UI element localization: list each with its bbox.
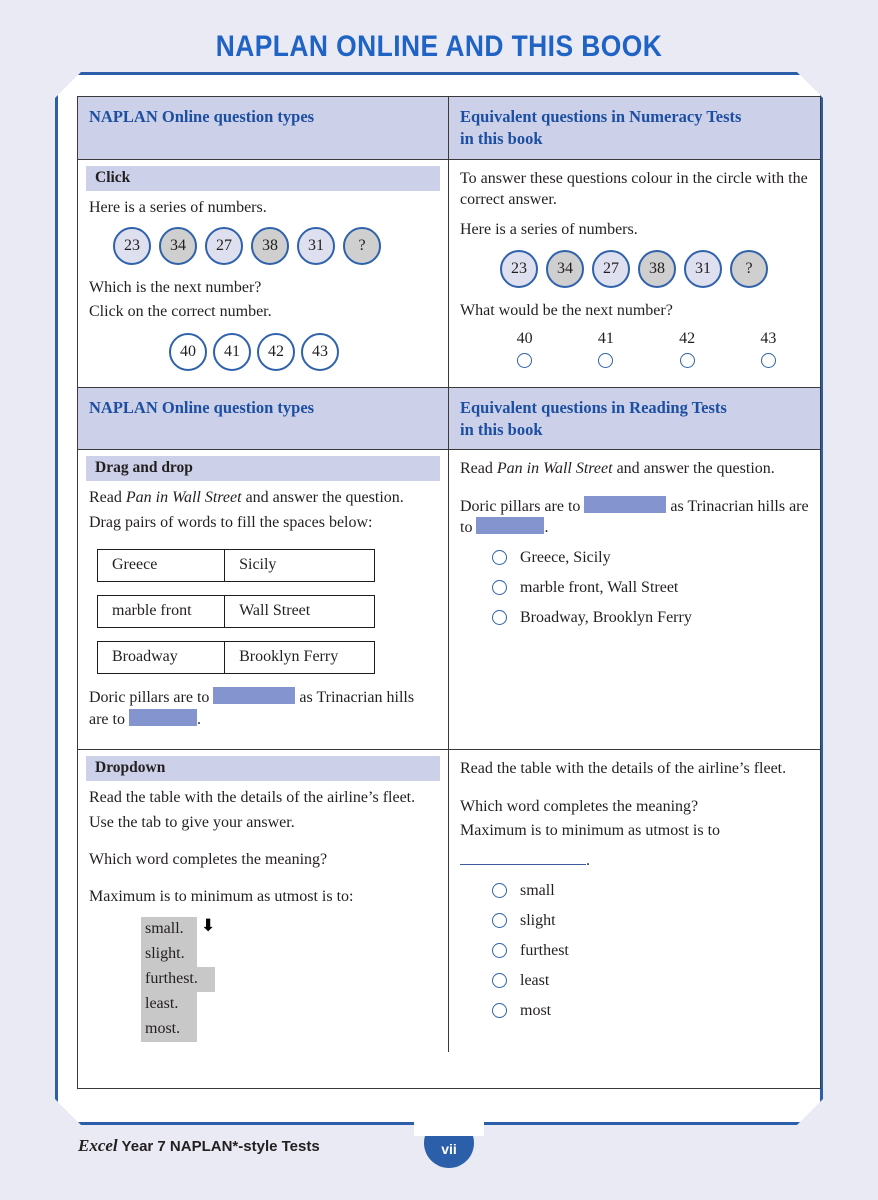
click-right-cell — [449, 160, 820, 387]
click-question-row — [78, 160, 820, 388]
word-pair-box[interactable] — [97, 641, 375, 674]
option-label: Broadway, Brooklyn Ferry — [520, 608, 692, 626]
option-label: most — [520, 1001, 552, 1019]
analogy-part2: as Trinacrian hills — [670, 497, 786, 515]
dragdrop-left-cell — [78, 450, 449, 749]
radio-circle-icon[interactable] — [492, 550, 507, 565]
dropdown-option[interactable] — [492, 972, 809, 990]
dragdrop-question-row — [78, 450, 820, 750]
sequence-bubble-unknown: ? — [730, 250, 768, 288]
page-number-label: vii — [441, 1141, 457, 1157]
click-question-text: Which is the next number? — [89, 278, 262, 296]
subheader-drag-and-drop: Drag and drop — [86, 456, 440, 481]
option-label: marble front, Wall Street — [520, 578, 679, 596]
header-cell-reading — [449, 388, 820, 450]
radio-circle-icon[interactable] — [492, 610, 507, 625]
numeracy-answer-options — [484, 330, 809, 373]
option-label: least — [520, 971, 550, 989]
dropdown-question-text: Which word completes the meaning? — [89, 851, 328, 868]
read-prefix: Read — [89, 489, 126, 507]
drop-target-blank-1[interactable] — [213, 687, 295, 704]
sequence-bubble-unknown[interactable]: ? — [343, 227, 381, 265]
click-left-cell — [78, 160, 449, 387]
numeracy-option-40[interactable] — [484, 330, 565, 373]
blank-fill-2 — [476, 517, 544, 534]
footer-book-title — [78, 1136, 320, 1156]
read-prefix: Read — [460, 460, 497, 478]
page-footer — [0, 1136, 878, 1176]
dropdown-answer-options — [492, 882, 809, 1020]
word-pair-box[interactable] — [97, 549, 375, 582]
numeracy-intro-text: Here is a series of numbers. — [460, 221, 638, 239]
story-title: Pan in Wall Street — [496, 460, 613, 478]
dropdown-read-instruction: Read the table with the details of the airline’s fleet. — [89, 789, 416, 807]
radio-circle-icon[interactable] — [492, 943, 507, 958]
numeracy-sequence-bubbles — [500, 250, 809, 288]
dragdrop-right-cell — [449, 450, 820, 749]
dropdown-tab-instruction: Use the tab to give your answer. — [89, 813, 295, 831]
click-instruction-text: Click on the correct number. — [89, 303, 272, 321]
header-label-online-types-2: NAPLAN Online question types — [89, 397, 315, 417]
subheader-dropdown: Dropdown — [86, 756, 440, 781]
answer-blank-line[interactable] — [460, 850, 586, 865]
sequence-bubble: 31 — [684, 250, 722, 288]
sequence-bubble[interactable]: 31 — [297, 227, 335, 265]
dropdown-option[interactable] — [492, 882, 809, 900]
numeracy-option-42[interactable] — [647, 330, 728, 373]
drop-target-blank-2[interactable] — [129, 709, 197, 726]
subheader-click: Click — [86, 166, 440, 191]
page-title: NAPLAN ONLINE AND THIS BOOK — [215, 30, 663, 63]
header-label-numeracy-line1: Equivalent questions in Numeracy Tests — [460, 107, 742, 126]
option-label: 40 — [516, 330, 533, 348]
page-number-mask — [414, 1110, 484, 1136]
dropdown-left-cell — [78, 750, 449, 1052]
radio-circle-icon[interactable] — [517, 353, 532, 368]
dropdown-right-analogy-text: Maximum is to minimum as utmost is to — [460, 822, 721, 839]
reading-analogy-sentence — [460, 496, 809, 539]
click-intro-text: Here is a series of numbers. — [89, 198, 267, 216]
dropdown-item-furthest[interactable] — [141, 967, 215, 992]
click-sequence-bubbles — [113, 227, 437, 265]
dropdown-option[interactable] — [492, 912, 809, 930]
numeracy-option-43[interactable] — [728, 330, 809, 373]
down-arrow-icon[interactable]: ⬇ — [201, 915, 216, 936]
dropdown-item-label: furthest. — [145, 969, 198, 987]
sequence-bubble: 34 — [546, 250, 584, 288]
header-label-reading-line2: in this book — [460, 419, 543, 439]
footer-brand: Excel — [78, 1136, 118, 1155]
reading-answer-options — [492, 549, 809, 627]
sequence-bubble[interactable]: 27 — [205, 227, 243, 265]
radio-circle-icon[interactable] — [492, 1003, 507, 1018]
radio-circle-icon[interactable] — [492, 973, 507, 988]
radio-circle-icon[interactable] — [598, 353, 613, 368]
option-label: 43 — [760, 330, 777, 348]
dropdown-item-label: most. — [145, 1019, 181, 1037]
radio-circle-icon[interactable] — [761, 353, 776, 368]
dropdown-item-label: small. — [145, 919, 184, 937]
answer-bubble-42[interactable]: 42 — [257, 333, 295, 371]
dropdown-item-least[interactable] — [141, 992, 197, 1017]
numeracy-header-row — [78, 97, 820, 160]
sequence-bubble: 27 — [592, 250, 630, 288]
dropdown-right-blank-line — [460, 850, 809, 871]
dropdown-analogy-text: Maximum is to minimum as utmost is to: — [89, 888, 354, 906]
dropdown-item-label: slight. — [145, 944, 185, 962]
header-label-online-types-1: NAPLAN Online question types — [89, 107, 315, 126]
analogy-part2: as Trinacrian hills — [299, 689, 415, 707]
option-label: slight — [520, 911, 556, 929]
dropdown-item-slight[interactable] — [141, 942, 197, 967]
dropdown-right-cell — [449, 750, 820, 1052]
option-label: 41 — [597, 330, 614, 348]
sequence-bubble[interactable]: 23 — [113, 227, 151, 265]
dragdrop-analogy-sentence — [89, 687, 437, 730]
reading-option[interactable] — [492, 549, 809, 567]
click-answer-bubbles — [169, 333, 437, 371]
analogy-part3: are to — [460, 497, 809, 537]
dragdrop-instruction: Drag pairs of words to fill the spaces below: — [89, 513, 373, 531]
analogy-part1: Doric pillars are to — [460, 497, 581, 515]
word-pair-box[interactable] — [97, 595, 375, 628]
comparison-table — [77, 96, 821, 1089]
header-label-numeracy-line2: in this book — [460, 128, 543, 148]
radio-circle-icon[interactable] — [492, 580, 507, 595]
answer-bubble-40[interactable]: 40 — [169, 333, 207, 371]
option-label: 42 — [679, 330, 696, 348]
blank-fill-1 — [584, 496, 666, 513]
option-label: furthest — [520, 941, 569, 959]
reading-read-instruction — [460, 458, 809, 479]
pair-word-right[interactable]: Wall Street — [239, 602, 311, 620]
pair-word-left[interactable]: marble front — [98, 596, 225, 627]
dropdown-option[interactable] — [492, 942, 809, 960]
numeracy-instruction-text: To answer these questions colour in the circle with the correct answer. — [460, 169, 808, 208]
pair-word-right[interactable]: Brooklyn Ferry — [239, 648, 339, 666]
read-suffix: and answer the question. — [241, 489, 404, 507]
option-label: Greece, Sicily — [520, 548, 611, 566]
footer-title-rest: Year 7 NAPLAN*-style Tests — [117, 1138, 320, 1155]
sequence-bubble[interactable]: 38 — [251, 227, 289, 265]
answer-bubble-43[interactable]: 43 — [301, 333, 339, 371]
reading-header-row — [78, 388, 820, 451]
dropdown-menu[interactable] — [141, 917, 437, 1042]
sequence-bubble: 23 — [500, 250, 538, 288]
dragdrop-pair-list — [97, 549, 437, 674]
answer-bubble-41[interactable]: 41 — [213, 333, 251, 371]
read-suffix: and answer the question. — [612, 460, 775, 478]
reading-option[interactable] — [492, 609, 809, 627]
header-cell-online-types-1 — [78, 97, 449, 159]
numeracy-option-41[interactable] — [565, 330, 646, 373]
pair-word-left[interactable]: Broadway — [98, 642, 225, 673]
dropdown-item-most[interactable] — [141, 1017, 197, 1042]
blank-period: . — [586, 852, 590, 870]
dropdown-item-label: least. — [145, 994, 179, 1012]
numeracy-question-text: What would be the next number? — [460, 301, 673, 319]
analogy-part1: Doric pillars are to — [89, 689, 210, 707]
dropdown-option[interactable] — [492, 1002, 809, 1020]
header-label-reading-line1: Equivalent questions in Reading Tests — [460, 397, 727, 417]
analogy-part4: . — [196, 710, 201, 728]
reading-option[interactable] — [492, 579, 809, 597]
option-label: small — [520, 881, 555, 899]
header-cell-online-types-2 — [78, 388, 449, 450]
sequence-bubble[interactable]: 34 — [159, 227, 197, 265]
header-cell-numeracy — [449, 97, 820, 159]
sequence-bubble: 38 — [638, 250, 676, 288]
dropdown-right-read-instruction: Read the table with the details of the airline’s fleet. — [460, 760, 787, 778]
analogy-part3: are to — [89, 710, 125, 728]
dropdown-right-question-text: Which word completes the meaning? — [460, 797, 699, 815]
story-title: Pan in Wall Street — [125, 489, 242, 507]
radio-circle-icon[interactable] — [492, 883, 507, 898]
dragdrop-read-instruction — [89, 487, 437, 508]
radio-circle-icon[interactable] — [492, 913, 507, 928]
pair-word-left[interactable]: Greece — [98, 550, 225, 581]
dropdown-item-small[interactable] — [141, 915, 216, 942]
radio-circle-icon[interactable] — [680, 353, 695, 368]
analogy-part4: . — [544, 519, 549, 537]
pair-word-right[interactable]: Sicily — [239, 556, 277, 574]
dropdown-question-row — [78, 750, 820, 1052]
